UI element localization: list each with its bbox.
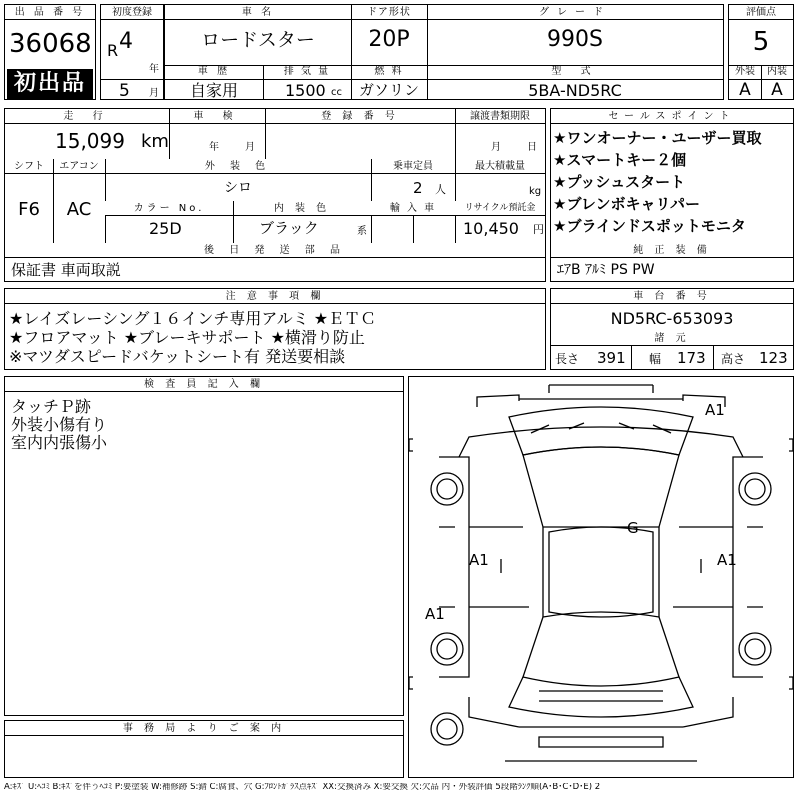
interior-label: 内装: [767, 66, 787, 77]
legend: A:ｷｽﾞ U:ﾍｺﾐ B:ｷｽﾞを伴うﾍｺﾐ P:要塗装 W:補修跡 S:錆 C:腐食、穴 G:ﾌﾛﾝﾄｶﾞﾗｽ点ｷｽﾞ XX:交換済み X:要交換 欠:欠品 内・外装評価 5段階ﾗﾝｸ順(A･B･C･D･E) 2: [4, 783, 601, 792]
import-label: 輸 入 車: [371, 201, 455, 216]
height: 123: [759, 349, 788, 367]
year-unit: 年: [149, 64, 159, 75]
month-unit: 月: [149, 88, 159, 99]
inspector-line: 室内内張傷小: [11, 433, 108, 452]
color-no-label: カラー No.: [105, 201, 233, 216]
capacity-unit: 人: [435, 183, 446, 196]
grade-label: グレード: [427, 5, 723, 20]
displacement-label: 排 気 量: [283, 66, 331, 77]
aircon-label: エアコン: [53, 159, 105, 174]
car-diagram-box: [408, 376, 794, 778]
transfer-label: 譲渡書類期限: [455, 109, 545, 124]
transfer-month: 月: [491, 142, 501, 153]
car-name-label: 車 名: [165, 5, 351, 20]
sales-box: [550, 108, 794, 282]
car-name: ロードスター: [201, 29, 315, 51]
notes-label: 注 意 事 項 欄: [5, 289, 545, 304]
reg-number-label: 登 録 番 号: [265, 109, 455, 124]
fuel: ガソリン: [358, 81, 419, 99]
door-label: ドア形状: [351, 5, 427, 20]
exterior-grade: A: [739, 80, 751, 100]
damage-mark: A1: [425, 605, 445, 623]
notes-box: [4, 288, 546, 370]
sales-point: ★ブレンボキャリパー: [553, 195, 701, 213]
height-label: 高さ: [721, 352, 746, 366]
chassis-box: [550, 288, 794, 370]
history: 自家用: [189, 81, 238, 100]
era: R: [107, 41, 119, 60]
score: 5: [752, 27, 770, 57]
sales-point: ★スマートキー２個: [553, 151, 687, 169]
inspection-label: 車 検: [169, 109, 265, 124]
displacement: 1500: [285, 81, 326, 100]
interior-grade: A: [771, 80, 783, 100]
inspection-year: 年: [209, 142, 219, 153]
car-main-box: [164, 4, 724, 100]
aircon: AC: [66, 199, 92, 220]
reg-month: 5: [119, 81, 130, 101]
chassis-label: 車 台 番 号: [551, 289, 793, 304]
history-label: 車 歴: [197, 66, 231, 77]
capacity: 2: [413, 179, 423, 197]
recycle-label: リサイクル預託金: [455, 201, 545, 216]
door-type: 20P: [368, 27, 410, 52]
shift: F6: [18, 199, 40, 220]
lot-box: [4, 4, 96, 100]
capacity-label: 乗車定員: [371, 159, 455, 174]
note-line: ※マツダスピードバケットシート有 発送要相談: [9, 347, 346, 366]
ext-color: シロ: [224, 180, 252, 196]
load-label: 最大積載量: [455, 159, 545, 174]
fuel-label: 燃 料: [374, 66, 404, 77]
damage-mark: A1: [469, 551, 489, 569]
later-parts: 保証書 車両取説: [11, 261, 121, 279]
vehicle-info-box: [4, 108, 546, 282]
load-unit: kg: [529, 186, 542, 197]
model-label: 型 式: [551, 66, 599, 77]
shift-label: シフト: [5, 159, 53, 174]
recycle-amount: 10,450: [463, 219, 519, 238]
genuine-equipment: ｴｱB ｱﾙﾐ PS PW: [557, 262, 655, 278]
score-label: 評価点: [729, 5, 793, 20]
chassis-number: ND5RC-653093: [610, 309, 734, 328]
width-label: 幅: [649, 352, 662, 366]
damage-mark: G: [627, 519, 639, 537]
reg-year: 4: [119, 29, 133, 54]
sales-point: ★ブラインドスポットモニタ: [553, 217, 746, 235]
inspection-month: 月: [245, 142, 255, 153]
int-color-label: 内 装 色: [233, 201, 371, 216]
office-label: 事 務 局 よ り ご 案 内: [5, 721, 403, 736]
damage-mark: A1: [705, 401, 725, 419]
displacement-unit: cc: [331, 87, 342, 98]
later-parts-label: 後 日 発 送 部 品: [5, 243, 545, 258]
color-no: 25D: [149, 219, 182, 238]
exterior-label: 外装: [735, 66, 755, 77]
sales-point: ★プッシュスタート: [553, 173, 686, 191]
int-color-unit: 系: [357, 226, 367, 237]
length: 391: [597, 349, 626, 367]
lot-number: 36068: [9, 29, 92, 59]
lot-label: 出 品 番 号: [5, 5, 95, 20]
inspector-label: 検 査 員 記 入 欄: [5, 377, 403, 392]
recycle-unit: 円: [533, 223, 544, 236]
int-color: ブラック: [259, 219, 319, 237]
transfer-day: 日: [527, 142, 537, 153]
grade: 990S: [547, 27, 603, 52]
damage-mark: A1: [717, 551, 737, 569]
mileage-unit: km: [141, 131, 169, 152]
inspector-line: タッチＰ跡: [11, 397, 92, 416]
first-reg-box: [100, 4, 164, 100]
note-line: ★フロアマット ★ブレーキサポート ★横滑り防止: [9, 328, 365, 347]
sales-point: ★ワンオーナー・ユーザー買取: [553, 129, 762, 147]
first-listing-badge: 初出品: [7, 69, 93, 99]
ext-color-label: 外 装 色: [105, 159, 371, 174]
mileage: 15,099: [55, 129, 125, 153]
inspector-line: 外装小傷有り: [11, 415, 108, 434]
dims-label: 諸 元: [551, 331, 793, 346]
length-label: 長さ: [555, 352, 580, 366]
inspector-box: [4, 376, 404, 716]
first-reg-label: 初度登録: [101, 5, 163, 20]
office-box: [4, 720, 404, 778]
note-line: ★レイズレーシング１６インチ専用アルミ ★ＥＴＣ: [9, 309, 377, 328]
genuine-label: 純 正 装 備: [551, 243, 793, 258]
model: 5BA-ND5RC: [528, 81, 622, 100]
car-diagram-icon: [409, 377, 793, 777]
sales-label: セールスポイント: [551, 109, 793, 124]
mileage-label: 走 行: [5, 109, 169, 124]
score-box: [728, 4, 794, 100]
width: 173: [677, 349, 706, 367]
